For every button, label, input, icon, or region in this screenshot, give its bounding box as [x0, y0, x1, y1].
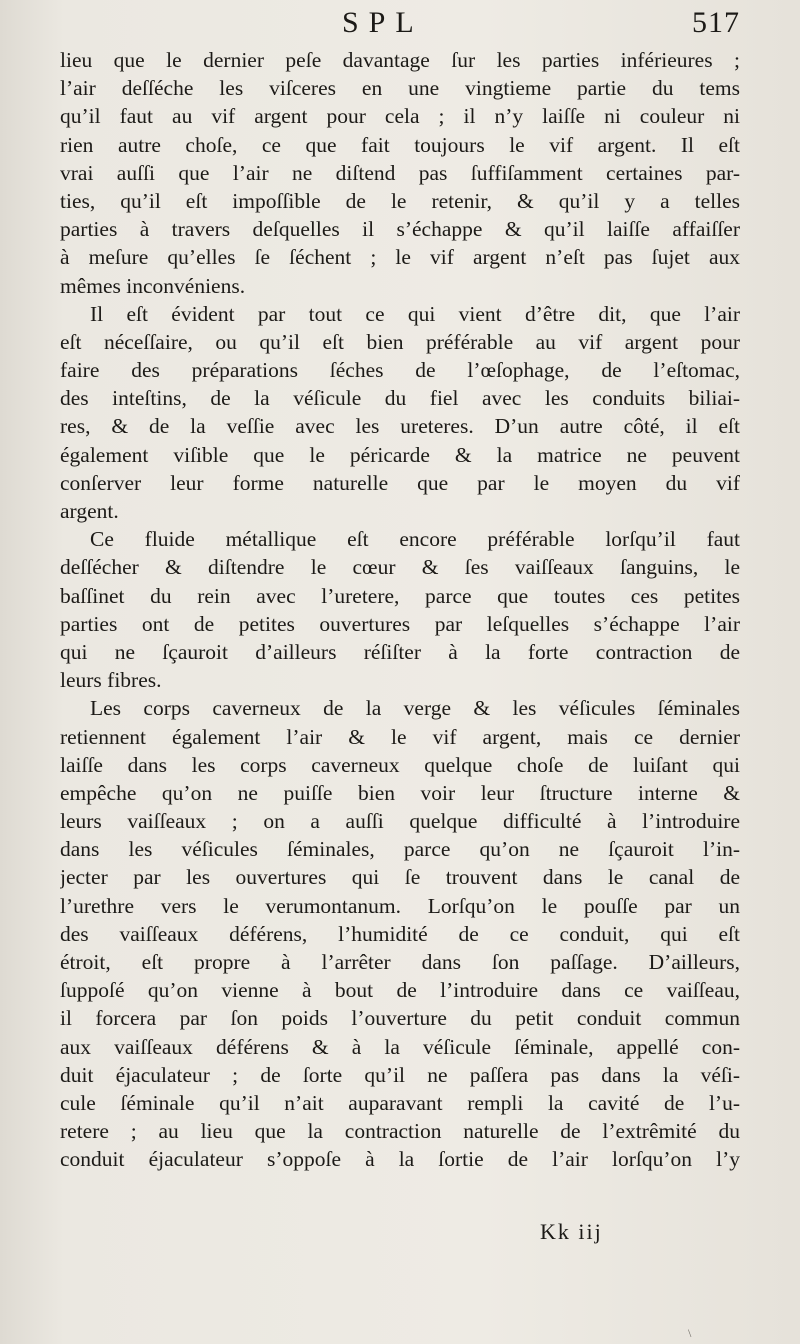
text-line: Les corps caverneux de la verge & les véſicules ſéminales: [90, 696, 740, 721]
text-line: leurs fibres.: [60, 668, 162, 693]
text-line: il forcera par ſon poids l’ouverture du petit conduit commun: [60, 1006, 740, 1031]
text-line: empêche qu’on ne puiſſe bien voir leur ſtructure interne &: [60, 780, 740, 805]
text-line: dans les véſicules ſéminales, parce qu’on ne ſçauroit l’in-: [60, 837, 740, 862]
text-line: mêmes inconvéniens.: [60, 273, 246, 298]
text-line: lieu que le dernier peſe davantage ſur les parties inférieures ;: [60, 48, 740, 72]
text-line: baſſinet du rein avec l’uretere, parce que toutes ces petites: [60, 583, 740, 608]
text-line: rien autre choſe, ce que fait toujours le vif argent. Il eſt: [60, 132, 740, 157]
text-line: aux vaiſſeaux déférens & à la véſicule ſéminale, appellé con-: [60, 1034, 740, 1059]
page-number: 517: [692, 6, 740, 39]
text-line: à meſure qu’elles ſe ſéchent ; le vif argent n’eſt pas ſujet aux: [60, 245, 740, 270]
running-header: [60, 4, 740, 44]
signature-mark: Kk iij: [540, 1219, 603, 1244]
text-line: parties à travers deſquelles il s’échappe & qu’il laiſſe affaiſſer: [60, 217, 740, 242]
page-body-text: [60, 46, 740, 1174]
text-line: Il eſt évident par tout ce qui vient d’être dit, que l’air: [90, 301, 740, 326]
text-line: ſuppoſé qu’on vienne à bout de l’introduire dans ce vaiſſeau,: [60, 978, 740, 1003]
text-line: qu’il faut au vif argent pour cela ; il n’y laiſſe ni couleur ni: [60, 104, 740, 129]
text-line: ties, qu’il eſt impoſſible de le retenir, & qu’il y a telles: [60, 188, 740, 213]
text-line: jecter par les ouvertures qui ſe trouvent dans le canal de: [60, 865, 740, 890]
text-line: parties ont de petites ouvertures par leſquelles s’échappe l’air: [60, 611, 740, 636]
text-line: laiſſe dans les corps caverneux quelque choſe de luiſant qui: [60, 752, 740, 777]
text-line: deſſécher & diſtendre le cœur & ſes vaiſſeaux ſanguins, le: [60, 555, 740, 580]
text-line: faire des préparations ſéches de l’œſophage, de l’eſtomac,: [60, 358, 740, 383]
text-line: cule ſéminale qu’il n’ait auparavant rempli la cavité de l’u-: [60, 1090, 740, 1115]
text-line: retiennent également l’air & le vif argent, mais ce dernier: [60, 724, 740, 749]
text-line: duit éjaculateur ; de ſorte qu’il ne paſſera pas dans la véſi-: [60, 1062, 740, 1087]
text-line: également viſible que le péricarde & la matrice ne peuvent: [60, 442, 740, 467]
text-line: argent.: [60, 499, 119, 523]
text-line: des vaiſſeaux déférens, l’humidité de ce conduit, qui eſt: [60, 921, 740, 946]
text-line: leurs vaiſſeaux ; on a auſſi quelque difficulté à l’introduire: [60, 809, 740, 834]
text-line: l’air deſſéche les viſceres en une vingtieme partie du tems: [60, 76, 740, 101]
text-line: qui ne ſçauroit d’ailleurs réſiſter à la forte contraction de: [60, 639, 740, 664]
text-line: retere ; au lieu que la contraction naturelle de l’extrêmité du: [60, 1119, 740, 1144]
page-corner-mark: \: [688, 1326, 692, 1340]
text-line: étroit, eſt propre à l’arrêter dans ſon paſſage. D’ailleurs,: [60, 950, 740, 974]
text-line: res, & de la veſſie avec les ureteres. D’un autre côté, il eſt: [60, 414, 740, 439]
text-line: des inteſtins, de la véſicule du fiel avec les conduits biliai-: [60, 386, 740, 411]
running-title: SPL: [342, 6, 424, 39]
text-line: Ce fluide métallique eſt encore préférable lorſqu’il faut: [90, 527, 740, 552]
text-line: conduit éjaculateur s’oppoſe à la ſortie de l’air lorſqu’on l’y: [60, 1147, 740, 1172]
text-line: conſerver leur forme naturelle que par le moyen du vif: [60, 470, 740, 495]
text-line: vrai auſſi que l’air ne diſtend pas ſuffiſamment certaines par-: [60, 160, 740, 185]
text-line: l’urethre vers le verumontanum. Lorſqu’on le pouſſe par un: [60, 893, 740, 918]
text-line: eſt néceſſaire, ou qu’il eſt bien préférable au vif argent pour: [60, 329, 740, 354]
